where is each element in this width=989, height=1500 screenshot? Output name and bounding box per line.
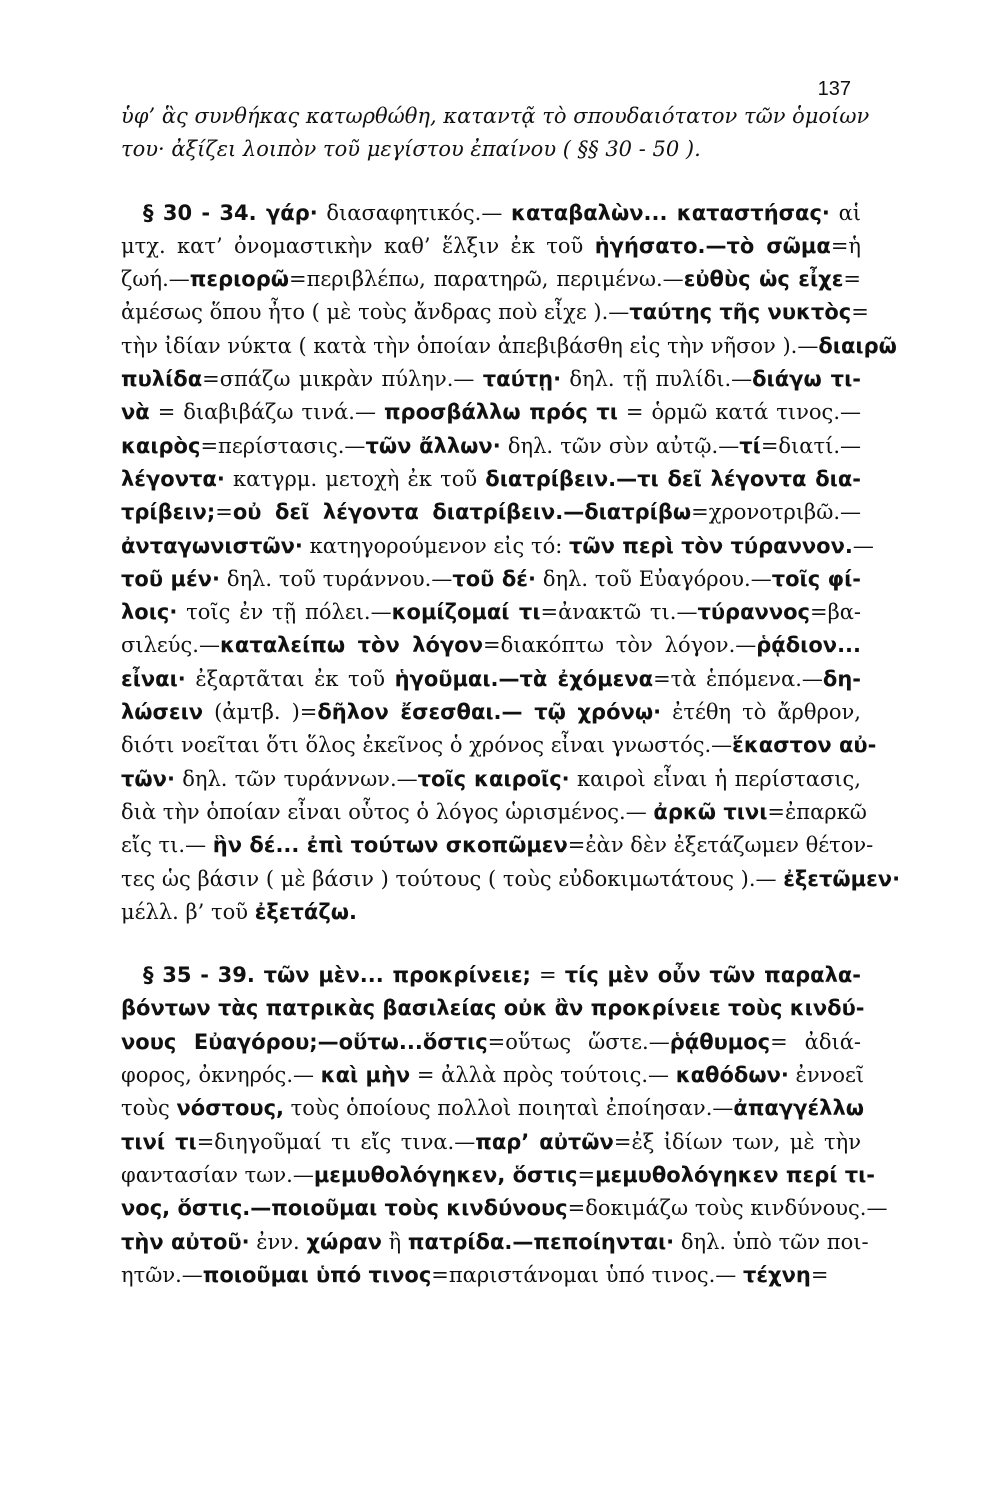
- bold-term: δῆλον ἔσεσθαι.— τῷ χρόνῳ·: [317, 700, 662, 725]
- text-run: ητῶν.—: [121, 1262, 203, 1287]
- text-run: τὴν ἰδίαν νύκτα ( κατὰ τὴν ὁποίαν ἀπεβιβάσθη εἰς τὴν νῆσον ).—: [121, 333, 819, 358]
- bold-term: τῶν ἄλλων·: [365, 433, 501, 458]
- text-run: =διακόπτω τὸν λόγον.—: [483, 633, 757, 658]
- text-line: [121, 263, 861, 296]
- text-run: διὰ τὴν ὁποίαν εἶναι οὗτος ὁ λόγος ὡρισμένος.—: [121, 799, 654, 824]
- text-run: δηλ. τοῦ τυράννου.—: [219, 566, 453, 591]
- text-line: [121, 530, 874, 563]
- text-line: [121, 729, 877, 762]
- text-line: [121, 1092, 864, 1125]
- bold-term: βόντων τὰς πατρικὰς βασιλείας οὐκ ἂν προκρίνειε τοὺς κινδύ-: [121, 996, 865, 1021]
- bold-term: τοῖς φί-: [771, 566, 861, 591]
- bold-term: πατρίδα.—πεποίηνται·: [407, 1229, 675, 1254]
- text-run: = ἀδιά-: [770, 1029, 861, 1054]
- text-run: δηλ. ὑπὸ τῶν ποι-: [674, 1229, 869, 1254]
- bold-term: τοῦ δέ·: [452, 566, 536, 591]
- text-run: δηλ. τῶν σὺν αὐτῷ.—: [500, 433, 740, 458]
- text-run: —: [852, 533, 874, 558]
- text-run: =ἐπαρκῶ: [767, 799, 867, 824]
- bold-term: νόστους,: [176, 1096, 284, 1121]
- text-run: ἐνν.: [249, 1229, 307, 1254]
- text-line: [121, 596, 861, 629]
- text-line: [121, 829, 874, 862]
- commentary-text: [121, 100, 901, 1292]
- bold-term: τύραννος: [697, 600, 810, 625]
- bold-term: τοῦ μέν·: [121, 566, 220, 591]
- bold-term: λώσειν: [121, 700, 204, 725]
- text-line: [121, 100, 870, 133]
- bold-term: καθόδων·: [675, 1063, 789, 1088]
- text-line: [121, 463, 861, 496]
- text-run: ἀμέσως ὅπου ἦτο ( μὲ τοὺς ἄνδρας ποὺ εἶχε ).—: [121, 300, 630, 325]
- bold-term: ἡγοῦμαι.—τὰ ἐχόμενα: [394, 666, 654, 691]
- bold-term: τινί τι: [121, 1129, 197, 1154]
- text-run: =ἐὰν δὲν ἐξετάζωμεν θέτον-: [567, 833, 874, 858]
- bold-term: λοις·: [121, 600, 178, 625]
- text-run: αἱ: [829, 200, 861, 225]
- bold-term: χώραν: [306, 1229, 382, 1254]
- text-run: φορος, ὀκνηρός.—: [121, 1063, 321, 1088]
- bold-term: ἀνταγωνιστῶν·: [121, 533, 303, 558]
- text-run: =ἐξ ἰδίων των, μὲ τὴν: [613, 1129, 861, 1154]
- text-run: τοὺς ὁποίους πολλοὶ ποιηταὶ ἐποίησαν.—: [284, 1096, 734, 1121]
- text-run: = ἀλλὰ πρὸς τούτοις.—: [410, 1063, 676, 1088]
- bold-term: νους Εὐαγόρου;—οὕτω...ὅστις: [121, 1029, 488, 1054]
- bold-term: ταύτῃ·: [482, 367, 562, 392]
- text-run: =διηγοῦμαί τι εἴς τινα.—: [196, 1129, 476, 1154]
- text-line: [121, 396, 861, 429]
- text-run: μτχ. κατ’ ὀνομαστικὴν καθ’ ἕλξιν ἐκ τοῦ: [121, 233, 595, 258]
- bold-term: ταύτης τῆς νυκτὸς: [629, 300, 852, 325]
- text-run: =: [810, 1262, 829, 1287]
- bold-term: λέγοντα·: [121, 466, 225, 491]
- text-line: [121, 663, 861, 696]
- bold-term: καὶ μὴν: [320, 1063, 411, 1088]
- text-line: [121, 863, 901, 896]
- bold-term: ῥᾴθυμος: [669, 1029, 771, 1054]
- bold-term: νος, ὅστις.—ποιοῦμαι τοὺς κινδύνους: [121, 1196, 568, 1221]
- text-run: ἐννοεῖ: [788, 1063, 865, 1088]
- text-line: [121, 1059, 865, 1092]
- bold-term: ἐξετάζω.: [254, 899, 357, 924]
- text-run: (ἀμτβ. )=: [203, 700, 318, 725]
- bold-term: προσβάλλω πρός τι: [383, 400, 618, 425]
- text-line: [121, 496, 861, 529]
- text-line: [121, 330, 897, 363]
- text-run: τοῖς ἐν τῇ πόλει.—: [177, 600, 392, 625]
- text-run: τοὺς: [121, 1096, 177, 1121]
- text-run: ἐτέθη τὸ ἄρθρον,: [661, 700, 861, 725]
- bold-term: ῥᾴδιον...: [756, 633, 861, 658]
- text-line: [121, 696, 861, 729]
- text-run: =: [530, 963, 565, 988]
- bold-term: ἐξετῶμεν·: [783, 866, 901, 891]
- text-line: [121, 796, 867, 829]
- text-line: [121, 1126, 861, 1159]
- text-run: = ὁρμῶ κατά τινος.—: [617, 400, 861, 425]
- text-run: =: [851, 300, 869, 325]
- text-run: =περιβλέπω, παρατηρῶ, περιμένω.—: [289, 267, 684, 292]
- bold-term: τρίβειν;: [121, 500, 216, 525]
- bold-term: καταβαλὼν... καταστήσας·: [511, 200, 830, 225]
- text-line: [121, 1259, 861, 1292]
- bold-term: ἀπαγγέλλω: [733, 1096, 864, 1121]
- text-run: διότι νοεῖται ὅτι ὅλος ἐκεῖνος ὁ χρόνος εἶναι γνωστός.—: [121, 733, 733, 758]
- bold-term: τῶν περὶ τὸν τύραννον.: [568, 533, 853, 558]
- bold-term: πυλίδα: [121, 367, 203, 392]
- bold-term: τὴν αὐτοῦ·: [121, 1229, 250, 1254]
- text-run: κατηγορούμενον εἰς τό:: [302, 533, 569, 558]
- bold-term: παρ’ αὐτῶν: [475, 1129, 614, 1154]
- text-run: =ἀνακτῶ τι.—: [540, 600, 698, 625]
- text-run: =: [843, 267, 861, 292]
- text-line: [121, 763, 861, 796]
- bold-term: τέχνη: [742, 1262, 811, 1287]
- text-run: =: [215, 500, 233, 525]
- bold-term: οὐ δεῖ λέγοντα διατρίβειν.—διατρίβω: [232, 500, 692, 525]
- bold-term: τίς μὲν οὖν τῶν παραλα-: [564, 963, 862, 988]
- bold-term: τῶν·: [121, 766, 175, 791]
- text-run: τες ὡς βάσιν ( μὲ βάσιν ) τούτους ( τοὺς εὐδοκιμωτάτους ).—: [121, 866, 784, 891]
- bold-term: εὐθὺς ὡς εἶχε: [683, 267, 844, 292]
- bold-term: § 35 - 39. τῶν μὲν... προκρίνειε;: [143, 963, 531, 988]
- text-line: [121, 430, 861, 463]
- paragraph-gap: [121, 929, 861, 959]
- bold-term: καιρὸς: [121, 433, 201, 458]
- text-line: [121, 1192, 888, 1225]
- bold-term: δη-: [822, 666, 861, 691]
- text-run: =παριστάνομαι ὑπό τινος.—: [431, 1262, 743, 1287]
- text-run: δηλ. τῇ πυλίδι.—: [561, 367, 753, 392]
- text-run: =διατί.—: [760, 433, 861, 458]
- text-run: ζωή.—: [121, 267, 190, 292]
- bold-term: μεμυθολόγηκεν περί τι-: [595, 1162, 876, 1187]
- text-line: [121, 197, 861, 230]
- text-run: φαντασίαν των.—: [121, 1162, 314, 1187]
- text-run: =βα-: [810, 600, 862, 625]
- text-line: [121, 896, 861, 929]
- bold-term: ποιοῦμαι ὑπό τινος: [202, 1262, 432, 1287]
- bold-term: ἡγήσατο.—τὸ σῶμα: [594, 233, 831, 258]
- text-run: =περίστασις.—: [200, 433, 366, 458]
- text-line: [121, 1226, 869, 1259]
- text-line: [121, 1159, 876, 1192]
- bold-term: διάγω τι-: [752, 367, 861, 392]
- text-run: δηλ. τῶν τυράννων.—: [174, 766, 418, 791]
- text-run: σιλεύς.—: [121, 633, 220, 658]
- text-line: [121, 133, 861, 166]
- text-run: καιροὶ εἶναι ἡ περίστασις,: [569, 766, 861, 791]
- text-line: [121, 992, 865, 1025]
- bold-term: περιορῶ: [189, 267, 289, 292]
- text-line: [121, 296, 869, 329]
- text-line: [121, 959, 861, 992]
- text-run: =οὕτως ὥστε.—: [487, 1029, 670, 1054]
- text-run: μέλλ. β’ τοῦ: [121, 899, 255, 924]
- bold-term: ἣν δέ... ἐπὶ τούτων σκοπῶμεν: [212, 833, 568, 858]
- text-run: του· ἀξίζει λοιπὸν τοῦ μεγίστου ἐπαίνου ( §§ 30 - 50 ).: [121, 137, 701, 162]
- bold-term: νὰ: [121, 400, 150, 425]
- text-run: =τὰ ἑπόμενα.—: [653, 666, 823, 691]
- bold-term: τί: [739, 433, 761, 458]
- paragraph-gap: [121, 167, 861, 197]
- bold-term: μεμυθολόγηκεν, ὅστις: [313, 1162, 578, 1187]
- text-run: =ἡ: [830, 233, 862, 258]
- bold-term: εἶναι·: [121, 666, 186, 691]
- text-line: [121, 629, 861, 662]
- bold-term: διαιρῶ: [818, 333, 897, 358]
- text-run: ἐξαρτᾶται ἐκ τοῦ: [185, 666, 395, 691]
- text-run: =σπάζω μικρὰν πύλην.—: [202, 367, 483, 392]
- page-number: 137: [817, 78, 851, 100]
- bold-term: ἕκαστον αὐ-: [732, 733, 877, 758]
- bold-term: κομίζομαί τι: [391, 600, 541, 625]
- bold-term: ἀρκῶ τινι: [653, 799, 768, 824]
- text-run: ὑφ’ ἃς συνθήκας κατωρθώθη, καταντᾷ τὸ σπουδαιότατον τῶν ὁμοίων: [121, 104, 870, 128]
- text-line: [121, 230, 861, 263]
- text-line: [121, 1026, 861, 1059]
- text-run: = διαβιβάζω τινά.—: [149, 400, 384, 425]
- text-run: =χρονοτριβῶ.—: [691, 500, 861, 525]
- text-run: δηλ. τοῦ Εὐαγόρου.—: [535, 566, 772, 591]
- bold-term: τοῖς καιροῖς·: [417, 766, 570, 791]
- text-run: κατγρμ. μετοχὴ ἐκ τοῦ: [224, 466, 486, 491]
- text-run: =δοκιμάζω τοὺς κινδύνους.—: [567, 1196, 888, 1221]
- text-run: ἢ: [381, 1229, 408, 1254]
- text-line: [121, 363, 861, 396]
- bold-term: διατρίβειν.—τι δεῖ λέγοντα δια-: [485, 466, 861, 491]
- text-run: =: [577, 1162, 596, 1187]
- text-run: διασαφητικός.—: [317, 200, 512, 225]
- bold-term: § 30 - 34. γάρ·: [143, 200, 318, 225]
- text-run: εἴς τι.—: [121, 833, 213, 858]
- text-line: [121, 563, 861, 596]
- bold-term: καταλείπω τὸν λόγον: [219, 633, 483, 658]
